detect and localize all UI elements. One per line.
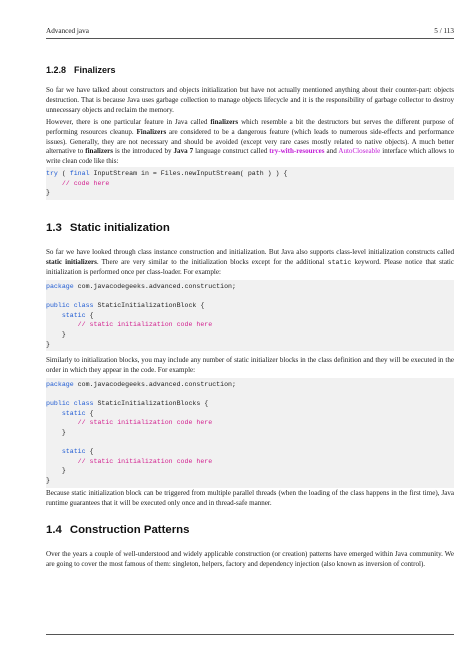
text-run: keyword. Please notice that static initialization is performed once per class-loader. For example: bbox=[46, 257, 455, 276]
code-block-try-with-resources bbox=[46, 167, 454, 200]
paragraph-text: Similarly to initialization blocks, you may include any number of static initializer blocks in the class definition and they will be executed in the order in which they appear in the code. For example: bbox=[46, 356, 454, 374]
bold-term: Java 7 bbox=[173, 147, 194, 156]
heading-number: 1.4 bbox=[46, 524, 62, 536]
heading-number: 1.2.8 bbox=[46, 65, 67, 75]
paragraph-text: Over the years a couple of well-understood and widely applicable construction (or creation) patterns have emerged within Java community. We are going to cover the most famous of them: singleton, helpers, factory and dependency injection (also known as inversion of control). bbox=[46, 550, 454, 568]
text-run: is the introduced by bbox=[113, 147, 174, 156]
code-line bbox=[46, 438, 454, 448]
code-line: } bbox=[46, 340, 50, 348]
code-line: // static initialization code here bbox=[46, 321, 213, 329]
code-line: } bbox=[46, 428, 66, 436]
heading-text: Static initialization bbox=[69, 222, 170, 234]
section-1-2-8-heading bbox=[46, 65, 454, 75]
text-run: However, there is one particular feature in Java called bbox=[46, 118, 211, 126]
text-run: . There are very similar to the initialization blocks except for the additional bbox=[96, 257, 328, 266]
finalizers-paragraph-1 bbox=[46, 86, 454, 115]
text-run: and bbox=[324, 147, 339, 156]
paragraph-text: So far we have talked about constructors and objects initialization but have not actually mentioned anything about their counter-part: objects destruction. That is because Java uses garbage collection to manage objects lifecycle and it is the responsibility of garbage collector to destroy unnecessary objects and reclaim the memory. bbox=[46, 86, 454, 114]
text-run: are considered to be a dangerous feature (which leads to numerous side-effects and performance issues). Generally, they are not necessary and should be avoided (except very rare cases mostly related to native objects). A much better alternative to bbox=[46, 127, 454, 156]
code-line: static { bbox=[61, 409, 94, 417]
code-line: public class StaticInitializationBlocks { bbox=[46, 400, 209, 408]
static-init-paragraph-3 bbox=[46, 489, 454, 509]
finalizers-paragraph-2 bbox=[46, 118, 454, 167]
code-line: try ( final InputStream in = Files.newInputStream( path ) ) { bbox=[46, 170, 288, 177]
code-line: } bbox=[46, 476, 50, 484]
inline-code: static bbox=[327, 258, 352, 266]
bold-term: finalizers bbox=[210, 118, 239, 126]
header-rule bbox=[46, 38, 454, 39]
code-line: } bbox=[46, 330, 66, 338]
text-run: interface which allows to write clean code like this: bbox=[46, 147, 454, 166]
bold-term: Finalizers bbox=[136, 127, 167, 136]
heading-text: Construction Patterns bbox=[69, 524, 190, 536]
code-line bbox=[46, 390, 454, 400]
footer-rule bbox=[46, 634, 454, 635]
code-block-static-initialization-block bbox=[46, 280, 454, 351]
heading-number: 1.3 bbox=[46, 222, 62, 234]
code-line: // static initialization code here bbox=[46, 419, 213, 427]
code-line: package com.javacodegeeks.advanced.construction; bbox=[46, 283, 236, 290]
text-run: So far we have looked through class instance construction and initialization. But Java also supports class-level initialization constructs called bbox=[46, 248, 454, 256]
link-try-with-resources[interactable]: try-with-resources bbox=[269, 147, 325, 156]
code-line: } bbox=[46, 467, 66, 475]
section-1-4-heading bbox=[46, 524, 454, 536]
paragraph-text: Because static initialization block can be triggered from multiple parallel threads (when the loading of the class happens in the first time), Java runtime guarantees that it will be executed only once and in thread-safe manner. bbox=[46, 489, 454, 507]
code-line: static { bbox=[61, 311, 94, 319]
code-line: // static initialization code here bbox=[46, 457, 213, 465]
code-line: } bbox=[46, 189, 50, 197]
code-block-static-initialization-blocks bbox=[46, 378, 454, 488]
text-run: which resemble a bit the destructors but serves the different purpose of performing resources cleanup. bbox=[46, 118, 454, 136]
heading-text: Finalizers bbox=[74, 65, 116, 75]
text-run: language construct called bbox=[193, 147, 270, 156]
code-line bbox=[46, 292, 454, 302]
bold-term: static initializers bbox=[46, 257, 97, 266]
header-title: Advanced java bbox=[46, 27, 89, 35]
code-line: package com.javacodegeeks.advanced.construction; bbox=[46, 381, 236, 388]
section-1-3-heading bbox=[46, 222, 454, 234]
bold-term: finalizers bbox=[85, 147, 114, 156]
code-line: // code here bbox=[46, 179, 110, 187]
code-line: static { bbox=[61, 448, 94, 456]
static-init-paragraph-1 bbox=[46, 248, 454, 277]
header-page-number: 5 / 113 bbox=[434, 27, 454, 35]
static-init-paragraph-2 bbox=[46, 356, 454, 376]
construction-patterns-paragraph bbox=[46, 550, 454, 570]
code-line: public class StaticInitializationBlock { bbox=[46, 302, 205, 310]
link-autocloseable[interactable]: AutoCloseable bbox=[338, 147, 381, 156]
